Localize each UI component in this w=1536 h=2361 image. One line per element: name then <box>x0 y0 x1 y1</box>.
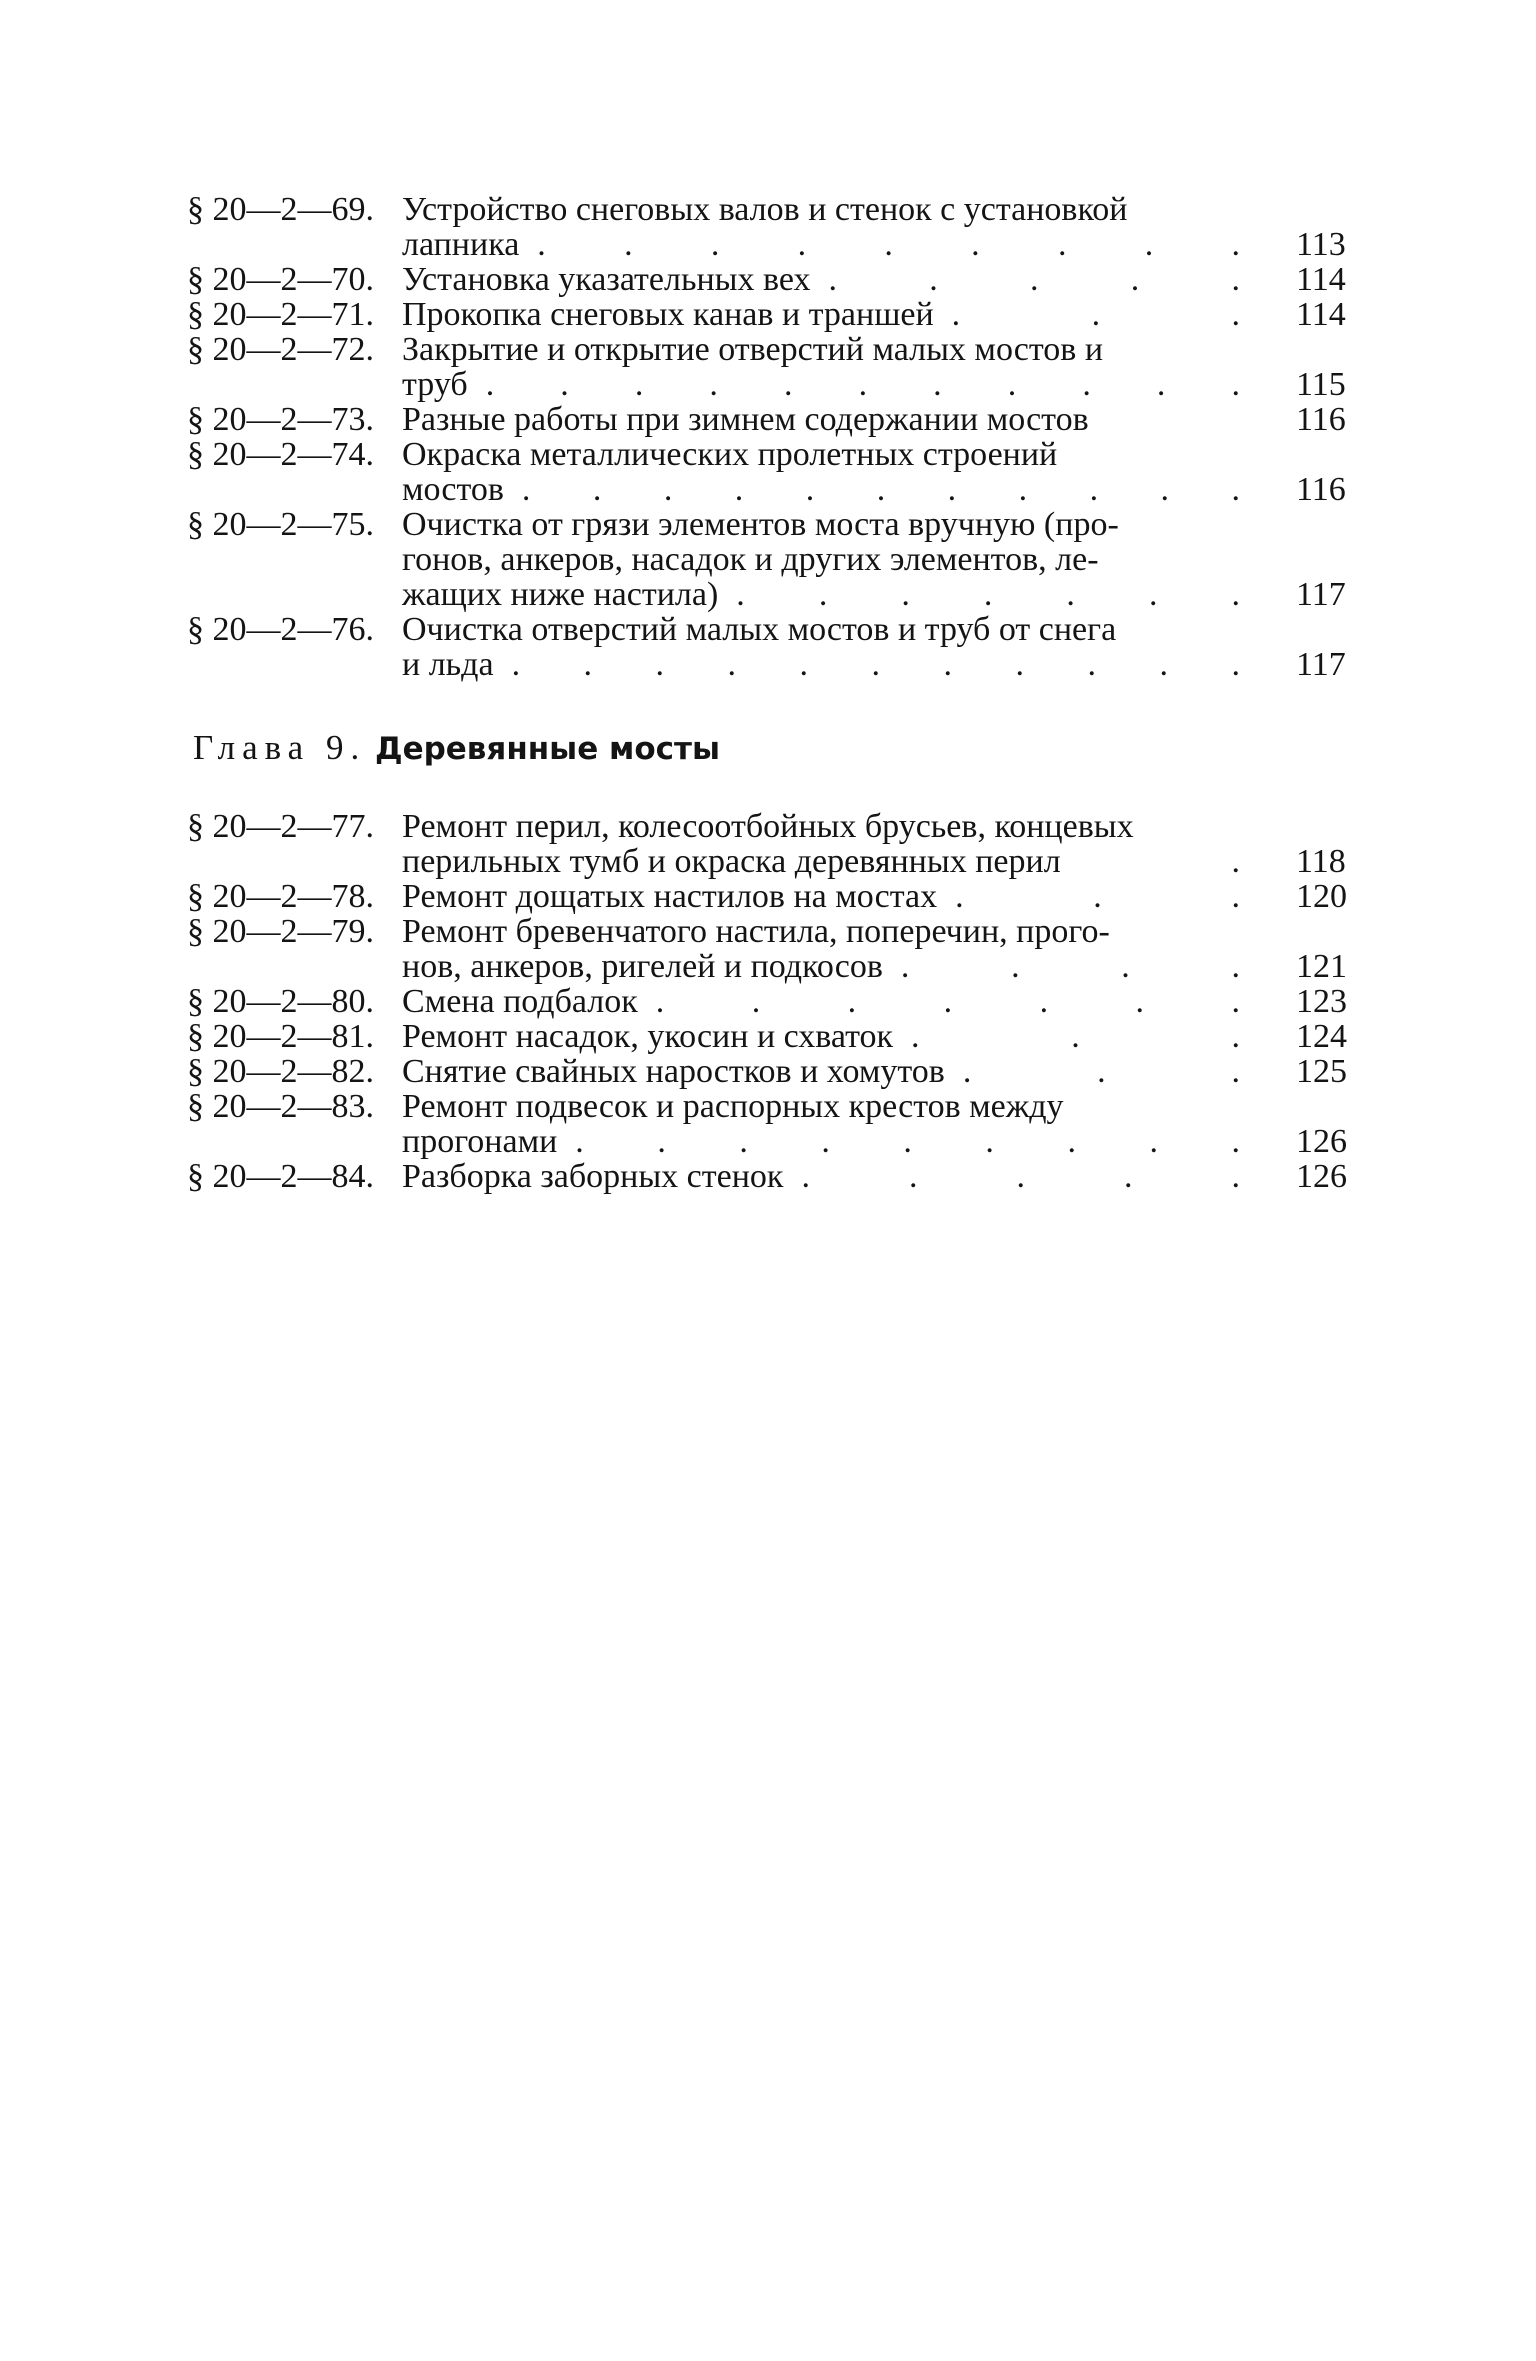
section-number: § 20—2—80. <box>187 983 374 1020</box>
page-number: 117 <box>1296 576 1346 613</box>
entry-title-line: Снятие свайных наростков и хомутов <box>402 1053 945 1090</box>
section-number: § 20—2—78. <box>187 878 374 915</box>
section-number: § 20—2—76. <box>187 611 374 648</box>
dot-leader: . . . . . <box>828 261 1240 298</box>
page-number: 116 <box>1296 471 1346 508</box>
dot-leader: . . . . . . . . . . . <box>485 366 1240 403</box>
chapter-heading <box>193 728 720 769</box>
page-number: 125 <box>1296 1053 1347 1090</box>
dot-leader: . . . . . . . . . . . <box>511 646 1240 683</box>
page-number: 123 <box>1296 983 1347 1020</box>
entry-title-line: Ремонт бревенчатого настила, поперечин, прого- <box>402 913 1110 950</box>
entry-title-line: Устройство снеговых валов и стенок с установкой <box>402 191 1128 228</box>
section-number: § 20—2—71. <box>187 296 374 333</box>
entry-title-line: перильных тумб и окраска деревянных перил <box>402 843 1061 880</box>
entry-title-line: Ремонт подвесок и распорных крестов между <box>402 1088 1064 1125</box>
section-number: § 20—2—83. <box>187 1088 374 1125</box>
entry-title-line: и льда <box>402 646 494 683</box>
section-number: § 20—2—74. <box>187 436 374 473</box>
dot-leader: . . . . . . . . . <box>575 1123 1240 1160</box>
section-number: § 20—2—81. <box>187 1018 374 1055</box>
entry-title-line: Ремонт дощатых настилов на мостах <box>402 878 938 915</box>
page-number: 126 <box>1296 1158 1347 1195</box>
page-number: 120 <box>1296 878 1347 915</box>
section-number: § 20—2—69. <box>187 191 374 228</box>
entry-title-line: Закрытие и открытие отверстий малых мостов и <box>402 331 1104 368</box>
section-number: § 20—2—84. <box>187 1158 374 1195</box>
entry-title-line: Очистка от грязи элементов моста вручную (про- <box>402 506 1119 543</box>
section-number: § 20—2—79. <box>187 913 374 950</box>
dot-leader: . . . <box>951 296 1240 333</box>
page-number: 114 <box>1296 261 1346 298</box>
chapter-title: Деревянные мосты <box>374 731 721 767</box>
entry-title-line: труб <box>402 366 468 403</box>
dot-leader: . . . . . . . . . <box>537 226 1240 263</box>
dot-leader: . . . . . . . . . . . <box>521 471 1240 508</box>
dot-leader: . . . <box>911 1018 1240 1055</box>
entry-title-line: жащих ниже настила) <box>402 576 719 613</box>
page-number: 117 <box>1296 646 1346 683</box>
page-number: 116 <box>1296 401 1346 438</box>
entry-title-line: Разные работы при зимнем содержании мостов <box>402 401 1089 438</box>
page-number: 114 <box>1296 296 1346 333</box>
entry-title-line: гонов, анкеров, насадок и других элементов, ле- <box>402 541 1099 578</box>
entry-title-line: Установка указательных вех <box>402 261 811 298</box>
entry-title-line: Очистка отверстий малых мостов и труб от снега <box>402 611 1117 648</box>
dot-leader: . . . . . . . <box>655 983 1240 1020</box>
entry-title-line: Ремонт перил, колесоотбойных брусьев, концевых <box>402 808 1134 845</box>
dot-leader: . . . . . <box>801 1158 1240 1195</box>
entry-title-line: мостов <box>402 471 504 508</box>
dot-leader: . . . <box>955 878 1240 915</box>
dot-leader: . . . . <box>900 948 1240 985</box>
section-number: § 20—2—75. <box>187 506 374 543</box>
entry-title-line: лапника <box>402 226 520 263</box>
section-number: § 20—2—73. <box>187 401 374 438</box>
entry-title-line: Окраска металлических пролетных строений <box>402 436 1058 473</box>
page-number: 121 <box>1296 948 1347 985</box>
entry-title-line: прогонами <box>402 1123 558 1160</box>
entry-title-line: нов, анкеров, ригелей и подкосов <box>402 948 883 985</box>
section-number: § 20—2—70. <box>187 261 374 298</box>
entry-title-line: Прокопка снеговых канав и траншей <box>402 296 934 333</box>
section-number: § 20—2—77. <box>187 808 374 845</box>
dot-leader: . <box>1231 843 1240 880</box>
page-number: 113 <box>1296 226 1346 263</box>
section-number: § 20—2—72. <box>187 331 374 368</box>
page-number: 124 <box>1296 1018 1347 1055</box>
dot-leader: . . . <box>962 1053 1240 1090</box>
page-number: 118 <box>1296 843 1346 880</box>
page-number: 126 <box>1296 1123 1347 1160</box>
chapter-label: Глава 9. <box>193 728 367 767</box>
entry-title-line: Ремонт насадок, укосин и схваток <box>402 1018 894 1055</box>
entry-title-line: Смена подбалок <box>402 983 638 1020</box>
section-number: § 20—2—82. <box>187 1053 374 1090</box>
entry-title-line: Разборка заборных стенок <box>402 1158 784 1195</box>
page-number: 115 <box>1296 366 1346 403</box>
dot-leader: . . . . . . . <box>736 576 1240 613</box>
